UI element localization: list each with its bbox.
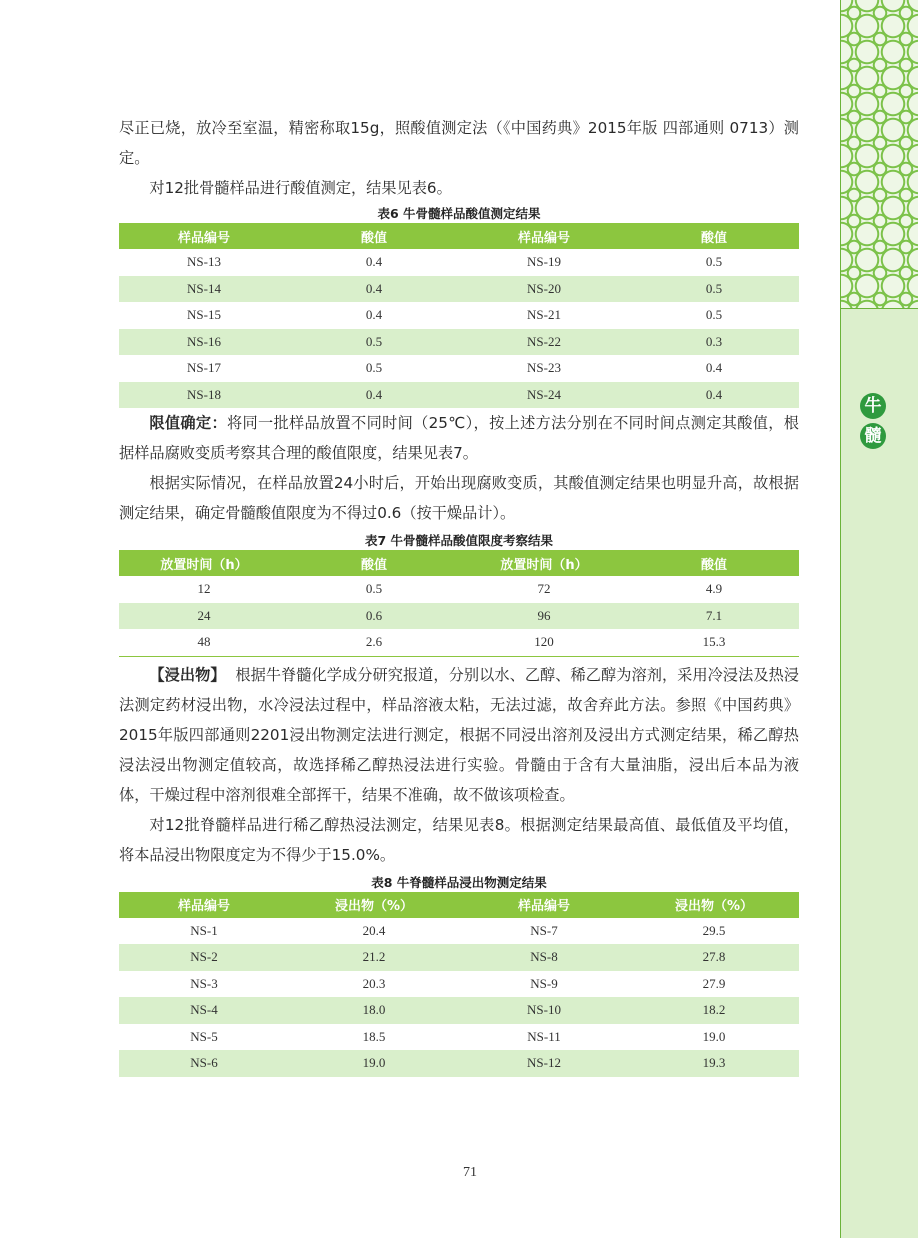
table-cell: 0.5 [365, 360, 383, 376]
column-header: 放置时间（h） [119, 550, 289, 576]
table-cell: 0.5 [705, 307, 723, 323]
table-cell: NS-19 [527, 254, 561, 270]
table-cell: 48 [197, 634, 211, 650]
page-number: 71 [463, 1165, 477, 1180]
extract-label: 【浸出物】 [149, 665, 226, 684]
paragraph-2: 对12批骨髓样品进行酸值测定，结果见表6。 [149, 179, 452, 197]
limit-text: 将同一批样品放置不同时间（25℃），按上述方法分别在不同时间点测定其酸值，根据样品腐败变质考察其合理的酸值限度，结果见表7。 [119, 414, 799, 462]
paragraph-5 [119, 660, 799, 810]
table-cell: 2.6 [365, 634, 383, 650]
table-cell: NS-2 [119, 944, 289, 971]
table-cell: NS-10 [459, 997, 629, 1024]
table-cell: 0.4 [365, 307, 383, 323]
table6 [119, 223, 799, 408]
table-row [119, 329, 799, 356]
table-cell: 29.5 [702, 922, 726, 938]
table-cell: 0.6 [289, 603, 459, 630]
paragraph-1: 尽正已烧，放冷至室温，精密称取15g，照酸值测定法（《中国药典》2015年版 四部通则 0713）测定。 [119, 119, 799, 167]
paragraph-3 [119, 408, 799, 468]
table-row [119, 302, 799, 329]
table-cell: NS-12 [459, 1050, 629, 1077]
table-cell: NS-22 [459, 329, 629, 356]
table6-caption: 表6 牛骨髓样品酸值测定结果 [377, 206, 541, 221]
table-cell: 0.4 [289, 276, 459, 303]
table-cell: 7.1 [629, 603, 799, 630]
table-cell: NS-14 [119, 276, 289, 303]
paragraph-6: 对12批脊髓样品进行稀乙醇热浸法测定，结果见表8。根据测定结果最高值、最低值及平均值，将本品浸出物限度定为不得少于15.0%。 [119, 815, 799, 864]
table-row [119, 1024, 799, 1051]
table-cell: 19.3 [629, 1050, 799, 1077]
table-row [119, 918, 799, 945]
table-cell: NS-20 [459, 276, 629, 303]
limit-label: 限值确定： [149, 414, 227, 432]
column-header: 样品编号 [119, 892, 289, 918]
table-cell: 120 [534, 634, 554, 650]
table-cell: 27.8 [629, 944, 799, 971]
table-row [119, 382, 799, 409]
table-row [119, 603, 799, 630]
column-header: 酸值 [289, 550, 459, 576]
table-cell: 18.0 [289, 997, 459, 1024]
table-cell: 96 [459, 603, 629, 630]
table-cell: 0.5 [705, 254, 723, 270]
side-badge-char-1: 牛 [860, 393, 886, 419]
table-cell: 0.5 [289, 329, 459, 356]
table-cell: 15.3 [702, 634, 726, 650]
table-row [119, 355, 799, 382]
table-row [119, 629, 799, 656]
table-cell: 24 [119, 603, 289, 630]
column-header: 酸值 [289, 223, 459, 249]
column-header: 浸出物（%） [629, 892, 799, 918]
table-cell: NS-15 [187, 307, 221, 323]
table-cell: NS-4 [119, 997, 289, 1024]
table-cell: 19.0 [289, 1050, 459, 1077]
table-cell: 72 [537, 581, 551, 597]
table-cell: NS-24 [459, 382, 629, 409]
paragraph-4: 根据实际情况，在样品放置24小时后，开始出现腐败变质，其酸值测定结果也明显升高，故根据测定结果，确定骨髓酸值限度为不得过0.6（按干燥品计）。 [119, 474, 799, 522]
table-cell: 20.3 [362, 975, 386, 991]
table-cell: NS-18 [119, 382, 289, 409]
table-row [119, 249, 799, 276]
column-header: 酸值 [629, 223, 799, 249]
table-cell: NS-21 [527, 307, 561, 323]
table7-caption: 表7 牛骨髓样品酸值限度考察结果 [364, 533, 554, 548]
table-cell: 18.2 [629, 997, 799, 1024]
table-cell: NS-8 [459, 944, 629, 971]
table-row [119, 576, 799, 603]
table-cell: 18.5 [362, 1028, 386, 1044]
column-header: 酸值 [629, 550, 799, 576]
table-cell: 0.3 [629, 329, 799, 356]
table-cell: NS-11 [527, 1028, 561, 1044]
table-cell: 19.0 [702, 1028, 726, 1044]
table-cell: 0.5 [629, 276, 799, 303]
table-cell: 4.9 [705, 581, 723, 597]
column-header: 样品编号 [459, 223, 629, 249]
table-cell: 27.9 [702, 975, 726, 991]
table-row [119, 971, 799, 998]
side-badge-char-2: 髓 [860, 423, 886, 449]
decorative-cloud-pattern [840, 0, 918, 308]
page-content [119, 113, 799, 1077]
table-cell: 0.4 [289, 382, 459, 409]
table-cell: 20.4 [362, 922, 386, 938]
table-cell: NS-16 [119, 329, 289, 356]
table8-caption: 表8 牛脊髓样品浸出物测定结果 [371, 874, 547, 890]
table-cell: 0.4 [705, 360, 723, 376]
table-cell: NS-23 [527, 360, 561, 376]
table-cell: NS-3 [190, 975, 218, 991]
column-header: 放置时间（h） [459, 550, 629, 576]
table-cell: 21.2 [289, 944, 459, 971]
table-cell: NS-7 [530, 922, 558, 938]
table-cell: 0.5 [365, 581, 383, 597]
table-cell: NS-6 [119, 1050, 289, 1077]
table-cell: 12 [197, 581, 211, 597]
table-cell: NS-5 [190, 1028, 218, 1044]
column-header: 样品编号 [119, 223, 289, 249]
column-header: 浸出物（%） [289, 892, 459, 918]
table-cell: NS-17 [187, 360, 221, 376]
table7 [119, 550, 799, 657]
table-row [119, 944, 799, 971]
table-cell: NS-13 [187, 254, 221, 270]
table-row [119, 276, 799, 303]
table-cell: NS-9 [530, 975, 558, 991]
table-cell: NS-1 [190, 922, 218, 938]
table-cell: 0.4 [365, 254, 383, 270]
column-header: 样品编号 [459, 892, 629, 918]
table-row [119, 1050, 799, 1077]
table8 [119, 892, 799, 1077]
extract-text: 根据牛脊髓化学成分研究报道，分别以水、乙醇、稀乙醇为溶剂，采用冷浸法及热浸法测定药材浸出物，水冷浸法过程中，样品溶液太粘，无法过滤，故舍弃此方法。参照《中国药典》2015年版四部通则2201浸出物测定法进行测定，根据不同浸出溶剂及浸出方式测定结果，稀乙醇热浸法浸出物测定值较高，故选择稀乙醇热浸法进行实验。骨髓由于含有大量油脂，浸出后本品为液体，干燥过程中溶剂很难全部挥干，结果不准确，故不做该项检查。 [119, 665, 800, 804]
table-cell: 0.4 [629, 382, 799, 409]
table-row [119, 997, 799, 1024]
